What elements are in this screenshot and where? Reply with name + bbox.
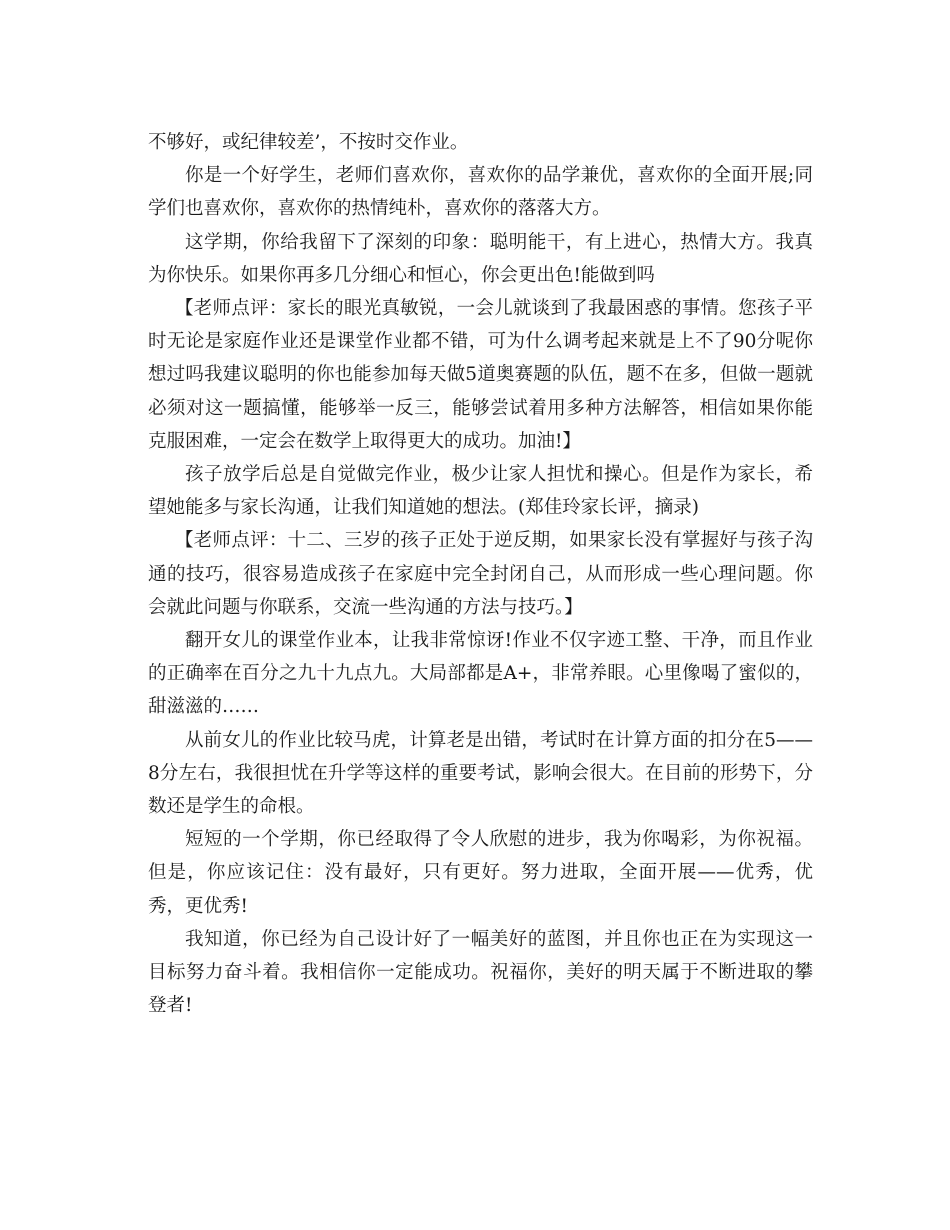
paragraph: 翻开女儿的课堂作业本，让我非常惊讶!作业不仅字迹工整、干净，而且作业的正确率在百分之九十九点九。大局部都是A+，非常养眼。心里像喝了蜜似的，甜滋滋的…… [148, 630, 813, 718]
paragraph: 你是一个好学生，老师们喜欢你，喜欢你的品学兼优，喜欢你的全面开展;同学们也喜欢你，喜欢你的热情纯朴，喜欢你的落落大方。 [148, 165, 813, 220]
teacher-comment-paragraph: 【老师点评：十二、三岁的孩子正处于逆反期，如果家长没有掌握好与孩子沟通的技巧，很容易造成孩子在家庭中完全封闭自己，从而形成一些心理问题。你会就此问题与你联系，交流一些沟通的方法与技巧。】 [148, 530, 813, 618]
paragraph-continuation: 不够好，或纪律较差’，不按时交作业。 [148, 132, 469, 153]
teacher-comment-paragraph: 【老师点评：家长的眼光真敏锐，一会儿就谈到了我最困惑的事情。您孩子平时无论是家庭作业还是课堂作业都不错，可为什么调考起来就是上不了90分呢你想过吗我建议聪明的你也能参加每天做5道奥赛题的队伍，题不在多，但做一题就必须对这一题搞懂，能够举一反三，能够尝试着用多种方法解答，相信如果你能克服困难，一定会在数学上取得更大的成功。加油!】 [148, 298, 813, 452]
document-body [148, 126, 813, 1022]
paragraph: 这学期，你给我留下了深刻的印象：聪明能干，有上进心，热情大方。我真为你快乐。如果你再多几分细心和恒心，你会更出色!能做到吗 [148, 231, 813, 286]
paragraph: 我知道，你已经为自己设计好了一幅美好的蓝图，并且你也正在为实现这一目标努力奋斗着。我相信你一定能成功。祝福你，美好的明天属于不断进取的攀登者! [148, 928, 813, 1017]
paragraph: 从前女儿的作业比较马虎，计算老是出错，考试时在计算方面的扣分在5——8分左右，我很担忧在升学等这样的重要考试，影响会很大。在目前的形势下，分数还是学生的命根。 [148, 729, 813, 818]
paragraph: 短短的一个学期，你已经取得了令人欣慰的进步，我为你喝彩，为你祝福。但是，你应该记住：没有最好，只有更好。努力进取，全面开展——优秀，优秀，更优秀! [148, 829, 813, 917]
paragraph: 孩子放学后总是自觉做完作业，极少让家人担忧和操心。但是作为家长，希望她能多与家长沟通，让我们知道她的想法。(郑佳玲家长评，摘录) [148, 464, 813, 519]
